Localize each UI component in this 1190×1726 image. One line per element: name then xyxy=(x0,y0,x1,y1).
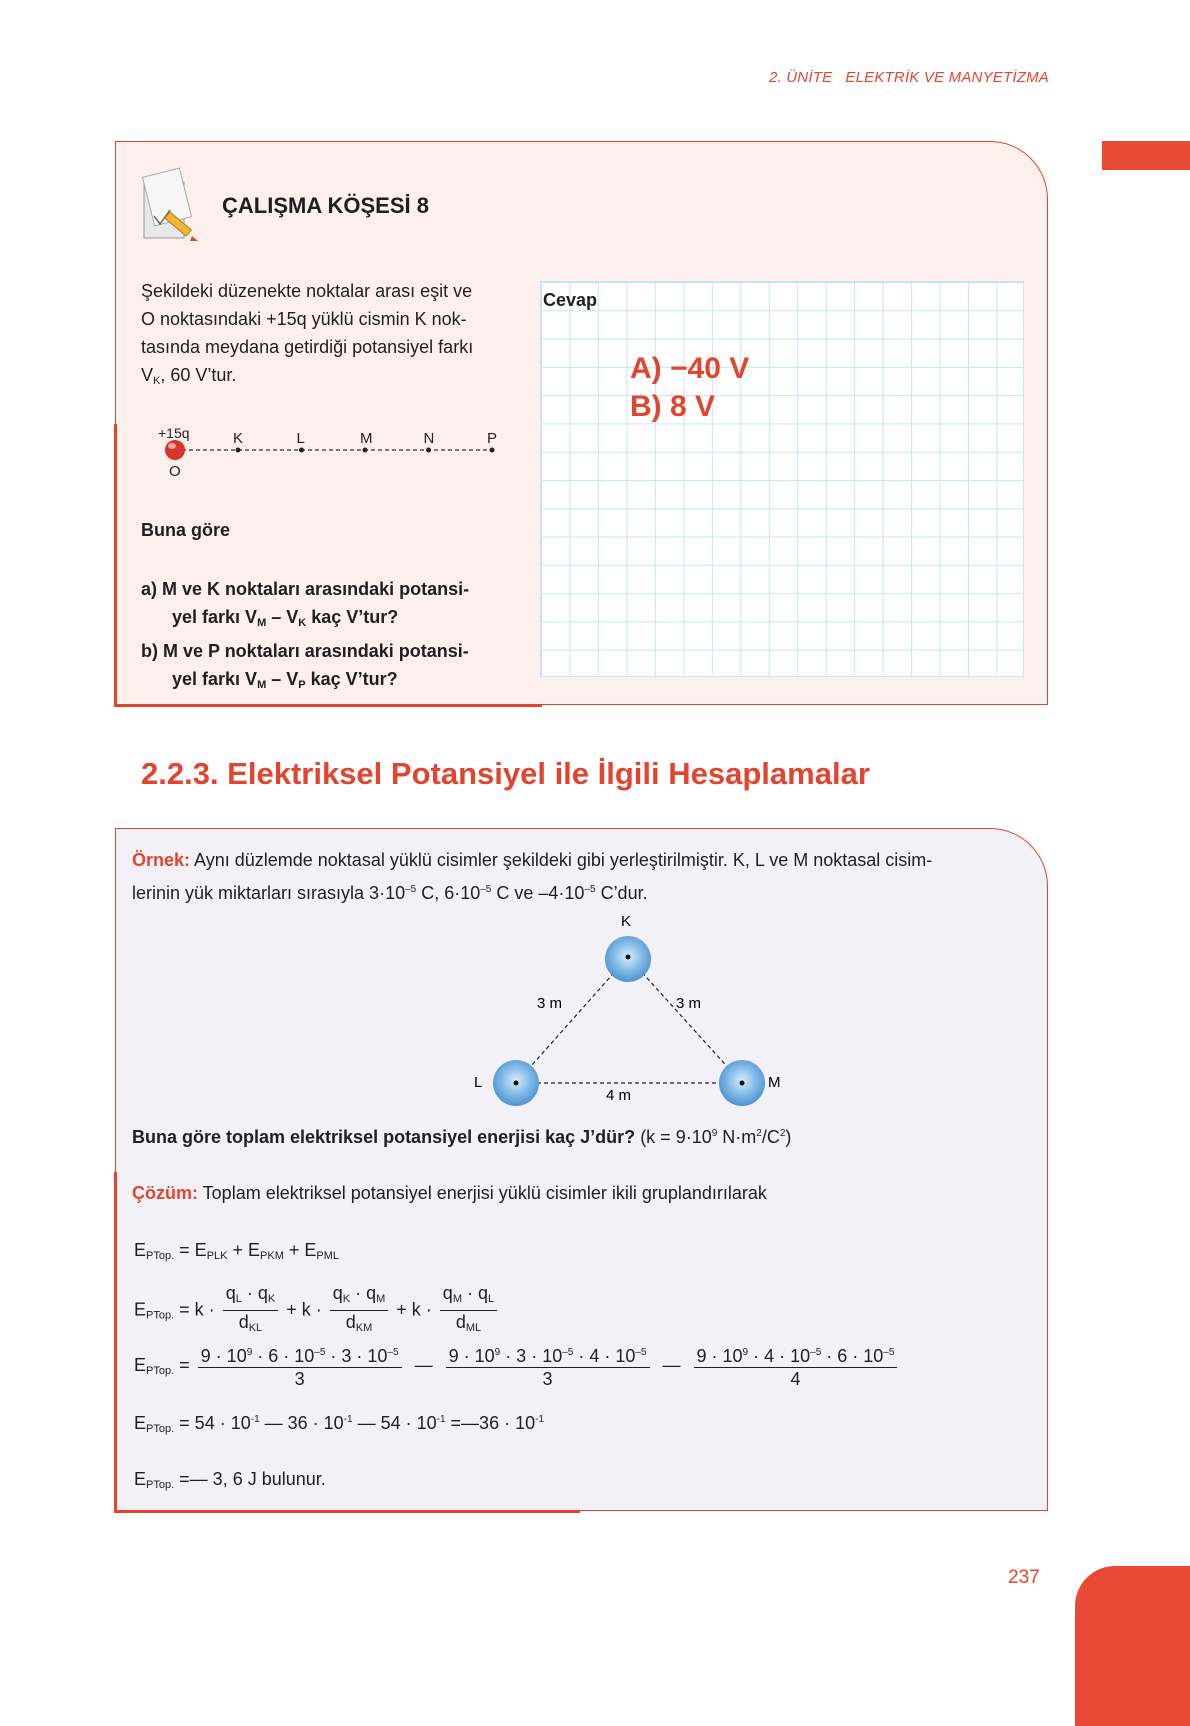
f2-ds: KM xyxy=(355,1322,373,1334)
f1-d: d xyxy=(238,1312,249,1332)
buna-gore: Buna göre xyxy=(141,520,231,540)
qa-text: yel farkı V xyxy=(172,607,258,627)
notebook-pencil-icon xyxy=(140,166,206,242)
eq1-e2: E xyxy=(248,1240,261,1260)
e3f3-c: · 6 · 10 xyxy=(821,1346,884,1366)
equation-3: $E_{PTop.}$ = $\frac{9 \cdot 10^9 \cdot 6 \cdot 10^{-5} \cdot 3 \cdot 10^{-5}}{3}$ — $\frac{9 \cdot 10^9 \cdot 3 \cdot 10^{-5} \cdot 4 \cdot 10^{-5}}{3}$ — $\frac{9 \cdot 10^9 \cdot 4 \cdot 10^{-5} \cdot 6 \cdot 10^{-5}}{4}$ xyxy=(134,1342,900,1390)
eq3-frac-2 xyxy=(446,1342,650,1390)
f3-qb: · q xyxy=(461,1283,488,1303)
intro-v: V xyxy=(141,365,154,385)
e3f3-a: 9 · 10 xyxy=(696,1346,743,1366)
equation-4 xyxy=(134,1413,544,1435)
running-header xyxy=(0,69,1049,86)
page-number: 237 xyxy=(1008,1567,1040,1588)
page-tab-marker xyxy=(1102,141,1190,170)
label-m: M xyxy=(768,1074,781,1091)
eq2-frac-3 xyxy=(440,1282,497,1339)
charge-sphere xyxy=(165,440,185,460)
f3-qas: M xyxy=(452,1293,462,1305)
label-l: L xyxy=(474,1074,483,1091)
f3-qbs: L xyxy=(488,1293,495,1305)
point-dot-k xyxy=(236,448,241,453)
eq1-s2: PKM xyxy=(260,1250,284,1262)
f2-d: d xyxy=(345,1312,356,1332)
example-label: Örnek: xyxy=(132,850,191,870)
qa-sub2: K xyxy=(298,617,307,629)
eq2-e: E xyxy=(134,1299,147,1320)
k-exp-1: 9 xyxy=(711,1128,718,1139)
example-question xyxy=(132,1127,791,1148)
dot-m xyxy=(740,1081,745,1086)
f1-ds: KL xyxy=(248,1322,263,1334)
page-corner-decoration xyxy=(1075,1566,1190,1726)
k-exp-2: 2 xyxy=(756,1128,762,1139)
e3f2-e2: –5 xyxy=(562,1347,574,1358)
f2-qa: q xyxy=(332,1283,343,1303)
question-b-line2 xyxy=(141,665,531,699)
qb-sub1: M xyxy=(257,679,267,691)
answer-label: Cevap xyxy=(543,290,598,310)
side-kl xyxy=(516,957,628,1083)
e3f2-e3: –5 xyxy=(635,1347,647,1358)
eq4-e: E xyxy=(134,1413,147,1433)
handwritten-answer-b: B) 8 V xyxy=(630,390,716,423)
side-km xyxy=(628,957,742,1083)
point-dot-l xyxy=(299,448,304,453)
e3f2-b: · 3 · 10 xyxy=(500,1346,563,1366)
f2-qbs: M xyxy=(376,1293,386,1305)
intro-end: , 60 V’tur. xyxy=(160,365,237,385)
line-points xyxy=(233,430,497,453)
point-label-k: K xyxy=(233,430,244,447)
eq4-e3: -1 xyxy=(436,1414,446,1425)
question-b-line1: b) M ve P noktaları arasındaki potansi- xyxy=(141,641,469,661)
e3f2-c: · 4 · 10 xyxy=(573,1346,636,1366)
eq4-c: — 54 · 10 xyxy=(352,1413,437,1433)
charge-highlight xyxy=(168,443,176,449)
e3f2-den: 3 xyxy=(542,1369,553,1389)
point-label-l: L xyxy=(296,430,305,447)
eq1-e1: E xyxy=(194,1240,207,1260)
intro-v-sub: K xyxy=(153,375,161,387)
point-label-m: M xyxy=(360,430,373,447)
e3f1-b: · 6 · 10 xyxy=(252,1346,315,1366)
e3f3-e3: –5 xyxy=(883,1347,895,1358)
solution-intro xyxy=(132,1183,767,1204)
eq1-e3: E xyxy=(304,1240,317,1260)
eq3-frac-3 xyxy=(694,1342,898,1390)
e3f1-e3: –5 xyxy=(387,1347,399,1358)
intro-line-3: tasında meydana getirdiği potansiyel farkı xyxy=(141,337,474,357)
f3-ds: ML xyxy=(465,1322,482,1334)
unit-label: 2. ÜNİTE xyxy=(769,69,833,86)
question-text: Buna göre toplam elektriksel potansiyel enerjisi kaç J’dür? xyxy=(132,1127,636,1147)
f1-qb: · q xyxy=(241,1283,268,1303)
exp-3: –5 xyxy=(584,884,596,895)
point-label-n: N xyxy=(423,430,435,447)
question-a-line2 xyxy=(141,603,531,637)
e3f1-a: 9 · 10 xyxy=(200,1346,247,1366)
eq1-e: E xyxy=(134,1240,147,1260)
eq4-e2: -1 xyxy=(343,1414,353,1425)
e3f1-e1: 9 xyxy=(246,1347,253,1358)
origin-label: O xyxy=(169,463,181,480)
e3f1-e2: –5 xyxy=(314,1347,326,1358)
charges-text-3: C ve –4·10 xyxy=(491,883,585,903)
eq2-ptop: PTop. xyxy=(146,1309,175,1322)
charges-text-2: C, 6·10 xyxy=(416,883,481,903)
point-label-p: P xyxy=(487,430,498,447)
point-dot-n xyxy=(426,448,431,453)
eq2-k1: k · xyxy=(194,1299,215,1320)
label-k: K xyxy=(621,913,632,930)
eq4-e1: -1 xyxy=(250,1414,260,1425)
e3f3-b: · 4 · 10 xyxy=(748,1346,811,1366)
example-accent-bottom xyxy=(114,1510,580,1513)
eq3-ptop: PTop. xyxy=(146,1364,175,1377)
solution-text: Toplam elektriksel potansiyel enerjisi yüklü cisimler ikili gruplandırılarak xyxy=(198,1183,767,1203)
eq1-s3: PML xyxy=(316,1250,340,1262)
k-text-4: ) xyxy=(785,1127,792,1147)
eq2-frac-1 xyxy=(223,1282,279,1339)
k-text-3: /C xyxy=(761,1127,780,1147)
label-side-left: 3 m xyxy=(537,995,563,1012)
e3f1-c: · 3 · 10 xyxy=(325,1346,388,1366)
e3f3-e1: 9 xyxy=(742,1347,749,1358)
charges-text-1: lerinin yük miktarları sırasıyla 3·10 xyxy=(132,883,406,903)
k-text-1: (k = 9·10 xyxy=(635,1127,712,1147)
point-dot-m xyxy=(363,448,368,453)
study-box-accent-bottom xyxy=(114,704,542,707)
equation-5 xyxy=(134,1469,326,1491)
f1-qa: q xyxy=(225,1283,236,1303)
equation-1: $E_{PTop.} = E_{PLK} + E_{PKM} + E_{PML}$ xyxy=(134,1240,340,1262)
qb-end: kaç V’tur? xyxy=(305,669,398,689)
intro-line-4 xyxy=(141,361,521,395)
eq4-b: — 36 · 10 xyxy=(259,1413,344,1433)
qa-end: kaç V’tur? xyxy=(306,607,399,627)
unit-title: ELEKTRİK VE MANYETİZMA xyxy=(845,69,1049,86)
charges-text-4: C’dur. xyxy=(595,883,648,903)
f1-qbs: K xyxy=(267,1293,276,1305)
charge-label: +15q xyxy=(158,425,190,441)
eq4-e4: -1 xyxy=(535,1414,545,1425)
f2-qb: · q xyxy=(350,1283,377,1303)
qa-sub1: M xyxy=(257,617,267,629)
dot-k xyxy=(626,955,631,960)
triangle-diagram xyxy=(460,905,790,1115)
k-text-2: N·m xyxy=(717,1127,757,1147)
eq2-k2: k · xyxy=(301,1299,322,1320)
eq3-e: E xyxy=(134,1354,147,1375)
example-line-1 xyxy=(132,846,1027,875)
dot-l xyxy=(514,1081,519,1086)
eq3-frac-1 xyxy=(198,1342,402,1390)
exp-2: –5 xyxy=(480,884,492,895)
eq1-s1: PLK xyxy=(206,1250,228,1262)
answer-grid[interactable] xyxy=(540,281,1024,677)
e3f3-den: 4 xyxy=(790,1369,801,1389)
f2-qas: K xyxy=(342,1293,351,1305)
point-dot-p xyxy=(490,448,495,453)
eq4-a: = 54 · 10 xyxy=(179,1413,251,1433)
eq2-k3: k · xyxy=(411,1299,432,1320)
questions xyxy=(141,575,531,699)
intro-line-2: O noktasındaki +15q yüklü cismin K nok- xyxy=(141,309,467,329)
question-a-line1: a) M ve K noktaları arasındaki potansi- xyxy=(141,579,470,599)
solution-label: Çözüm: xyxy=(132,1183,198,1203)
study-box-accent-left xyxy=(114,424,117,707)
exp-1: –5 xyxy=(405,884,417,895)
e3f2-a: 9 · 10 xyxy=(448,1346,495,1366)
e3f2-e1: 9 xyxy=(494,1347,501,1358)
eq5-ptop: PTop. xyxy=(146,1479,175,1491)
qb-minus: – V xyxy=(266,669,299,689)
label-side-right: 3 m xyxy=(676,995,702,1012)
eq1-ptop: PTop. xyxy=(146,1250,175,1262)
eq2-frac-2 xyxy=(330,1282,389,1339)
f1-qas: L xyxy=(235,1293,242,1305)
f3-d: d xyxy=(455,1312,466,1332)
k-exp-3: 2 xyxy=(779,1128,786,1139)
study-intro xyxy=(141,277,521,395)
example-line-2 xyxy=(132,875,1027,908)
equation-2: $E_{PTop.} = k$ · $\frac{q_L \cdot q_K}{d_{KL}}$ + k · $\frac{q_K \cdot q_M}{d_{KM}}$ + k · $\frac{q_M \cdot q_L}{d_{ML}}$ xyxy=(134,1282,500,1339)
e3f1-den: 3 xyxy=(294,1369,305,1389)
qb-sub2: P xyxy=(298,679,306,691)
study-title: ÇALIŞMA KÖŞESİ 8 xyxy=(222,193,429,218)
f3-qa: q xyxy=(442,1283,453,1303)
eq4-ptop: PTop. xyxy=(146,1423,175,1435)
section-title: 2.2.3. Elektriksel Potansiyel ile İlgili Hesaplamalar xyxy=(141,756,870,791)
intro-line-1: Şekildeki düzenekte noktalar arası eşit ve xyxy=(141,281,473,301)
qb-text: yel farkı V xyxy=(172,669,258,689)
eq4-d: =—36 · 10 xyxy=(445,1413,536,1433)
eq5-result: =— 3, 6 J bulunur. xyxy=(179,1469,326,1489)
qa-minus: – V xyxy=(266,607,299,627)
example-text xyxy=(132,846,1027,908)
eq5-e: E xyxy=(134,1469,147,1489)
point-line-diagram xyxy=(150,420,520,490)
example-accent-left xyxy=(114,1172,117,1513)
e3f3-e2: –5 xyxy=(810,1347,822,1358)
label-base: 4 m xyxy=(606,1087,632,1104)
example-line1-text: Aynı düzlemde noktasal yüklü cisimler şekildeki gibi yerleştirilmiştir. K, L ve M noktasal cisim- xyxy=(190,850,933,870)
handwritten-answer-a: A) −40 V xyxy=(630,352,750,385)
